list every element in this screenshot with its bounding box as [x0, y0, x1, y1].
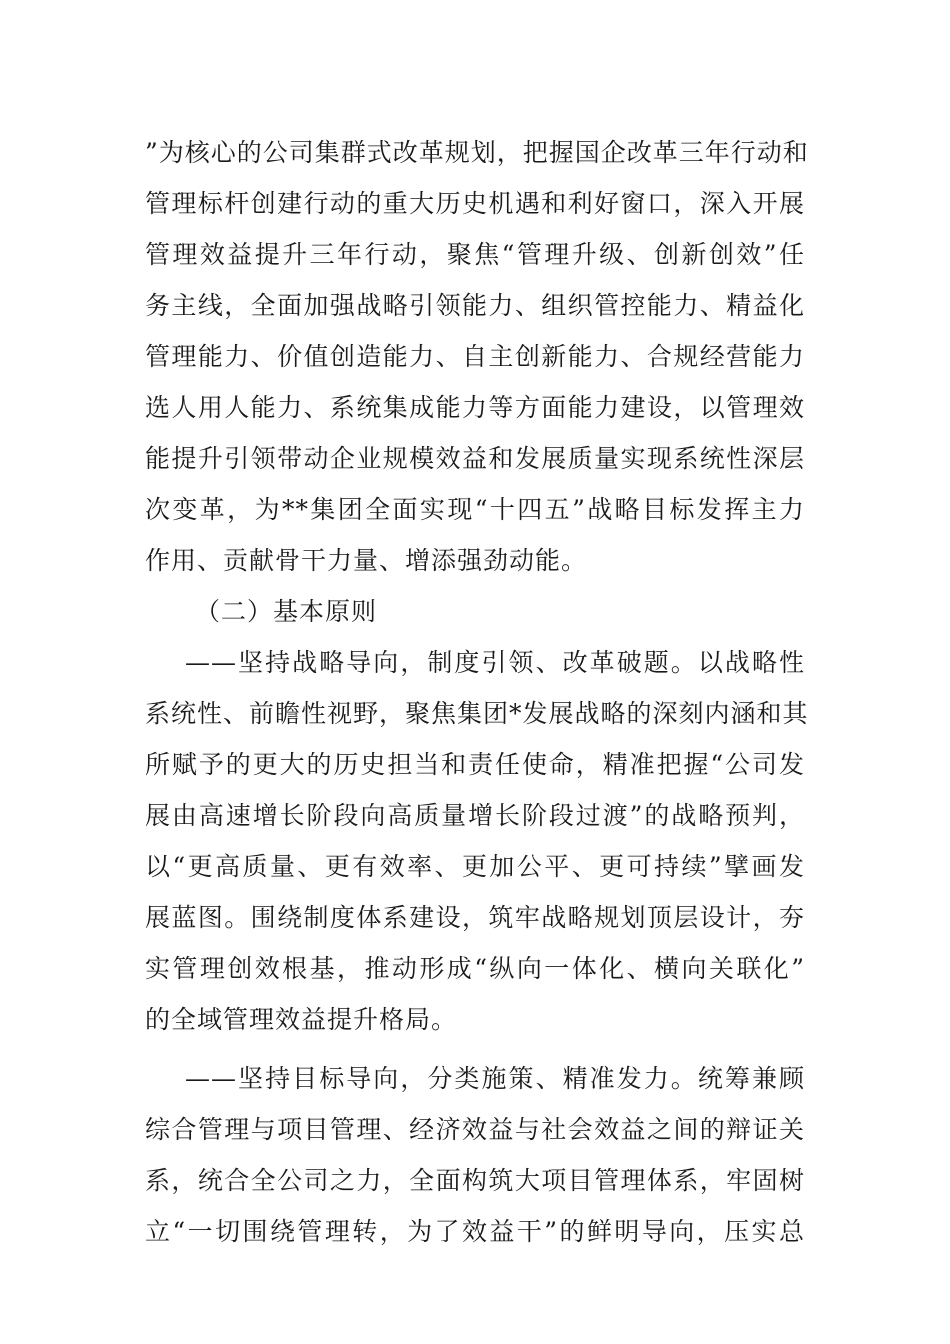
paragraph-line: 管理标杆创建行动的重大历史机遇和利好窗口，深入开展: [145, 189, 805, 218]
paragraph-line: ——坚持战略导向，制度引领、改革破题。以战略性: [185, 648, 805, 677]
paragraph-gap: [145, 1045, 805, 1053]
paragraph-line: 系，统合全公司之力，全面构筑大项目管理体系，牢固树: [145, 1166, 805, 1195]
paragraph-line: 务主线，全面加强战略引领能力、组织管控能力、精益化: [145, 291, 805, 320]
paragraph-line: 立“一切围绕管理转，为了效益干”的鲜明导向，压实总: [145, 1217, 805, 1246]
paragraph-line: 的全域管理效益提升格局。: [145, 1005, 458, 1034]
paragraph-line: 展由高速增长阶段向高质量增长阶段过渡”的战略预判，: [145, 801, 805, 830]
paragraph-line: 系统性、前瞻性视野，聚焦集团*发展战略的深刻内涵和其: [145, 699, 809, 728]
paragraph-line: 管理能力、价值创造能力、自主创新能力、合规经营能力: [145, 342, 805, 371]
section-heading: （二）基本原则: [195, 597, 378, 626]
paragraph-line: 所赋予的更大的历史担当和责任使命，精准把握“公司发: [145, 750, 805, 779]
paragraph-line: 选人用人能力、系统集成能力等方面能力建设，以管理效: [145, 393, 805, 422]
paragraph-line: 次变革，为**集团全面实现“十四五”战略目标发挥主力: [145, 495, 805, 524]
paragraph-line: 以“更高质量、更有效率、更加公平、更可持续”擘画发: [145, 852, 805, 881]
paragraph-line: 能提升引领带动企业规模效益和发展质量实现系统性深层: [145, 444, 805, 473]
paragraph-line: 实管理创效根基，推动形成“纵向一体化、横向关联化”: [145, 954, 805, 983]
document-body: [145, 127, 809, 1257]
paragraph-line: 管理效益提升三年行动，聚焦“管理升级、创新创效”任: [145, 240, 805, 269]
paragraph-line: 展蓝图。围绕制度体系建设，筑牢战略规划顶层设计，夯: [145, 903, 805, 932]
paragraph-line: ”为核心的公司集群式改革规划，把握国企改革三年行动和: [145, 138, 809, 167]
paragraph-line: 作用、贡献骨干力量、增添强劲动能。: [145, 546, 588, 575]
paragraph-line: ——坚持目标导向，分类施策、精准发力。统筹兼顾: [185, 1064, 805, 1093]
paragraph-line: 综合管理与项目管理、经济效益与社会效益之间的辩证关: [145, 1115, 805, 1144]
